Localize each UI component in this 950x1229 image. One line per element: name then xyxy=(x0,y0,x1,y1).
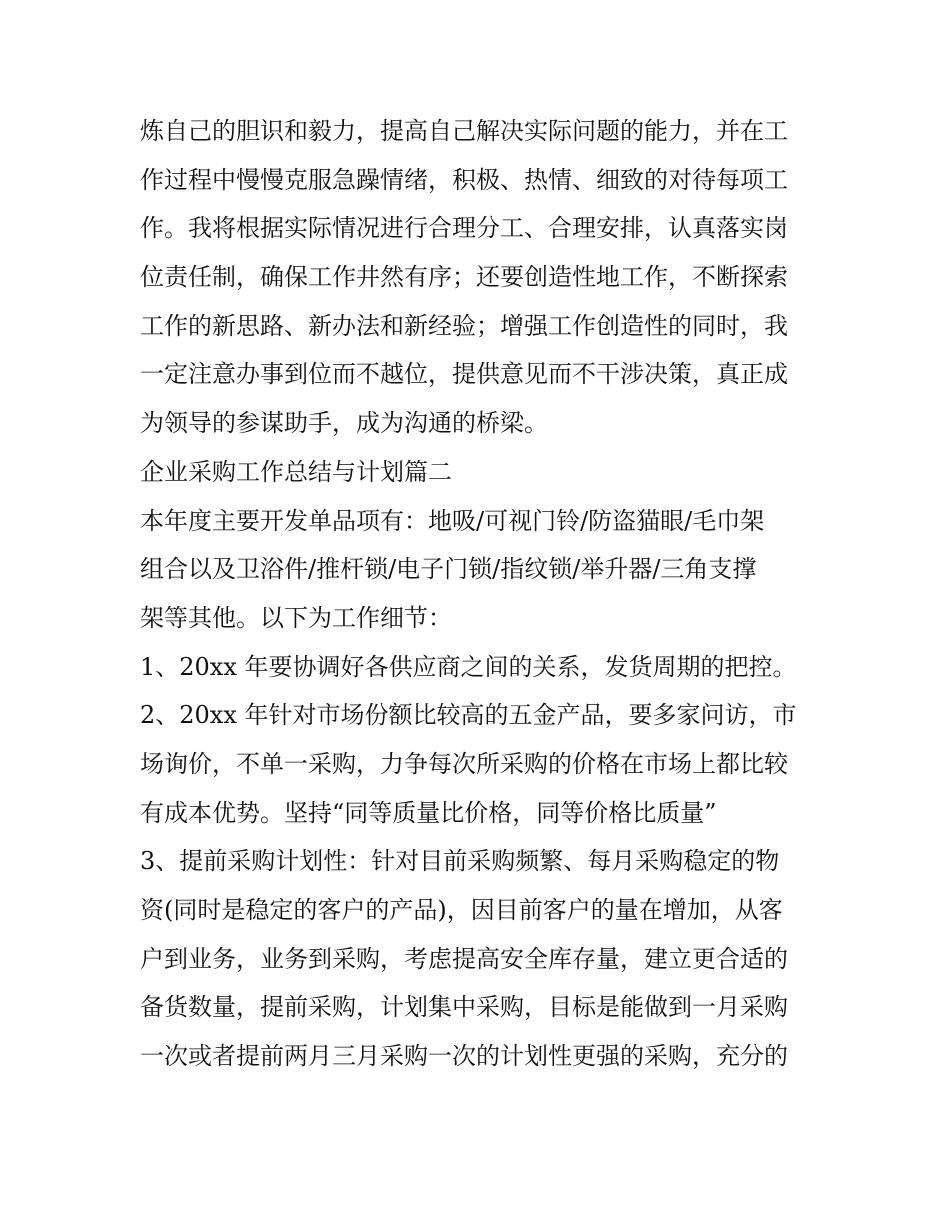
text-line: 场询价，不单一采购，力争每次所采购的价格在市场上都比较 xyxy=(140,749,788,778)
text-line: 户到业务，业务到采购，考虑提高安全库存量，建立更合适的 xyxy=(140,944,788,973)
list-item-2: 2、20xx 年针对市场份额比较高的五金产品，要多家问访，市 xyxy=(140,701,797,730)
list-item-3: 3、提前采购计划性：针对目前采购频繁、每月采购稳定的物 xyxy=(140,847,780,876)
text-line: 备货数量，提前采购，计划集中采购，目标是能做到一月采购 xyxy=(140,993,788,1022)
text-line: 位责任制，确保工作井然有序；还要创造性地工作，不断探索 xyxy=(140,263,788,292)
text-line: 架等其他。以下为工作细节： xyxy=(140,603,452,632)
list-item-1: 1、20xx 年要协调好各供应商之间的关系，发货周期的把控。 xyxy=(140,652,797,681)
text-line: 本年度主要开发单品项有：地吸/可视门铃/防盗猫眼/毛巾架 xyxy=(140,506,765,535)
text-line: 为领导的参谋助手，成为沟通的桥梁。 xyxy=(140,409,548,438)
section-heading: 企业采购工作总结与计划篇二 xyxy=(140,457,452,486)
text-line: 有成本优势。坚持“同等质量比价格，同等价格比质量” xyxy=(140,798,717,827)
text-line: 炼自己的胆识和毅力，提高自己解决实际问题的能力，并在工 xyxy=(140,117,788,145)
text-line: 作。我将根据实际情况进行合理分工、合理安排，认真落实岗 xyxy=(140,214,788,243)
text-line: 资(同时是稳定的客户的产品)，因目前客户的量在增加，从客 xyxy=(140,896,783,924)
text-line: 组合以及卫浴件/推杆锁/电子门锁/指纹锁/举升器/三角支撑 xyxy=(140,555,757,584)
text-line: 一定注意办事到位而不越位，提供意见而不干涉决策，真正成 xyxy=(140,360,788,389)
document-body xyxy=(140,107,820,1081)
text-line: 一次或者提前两月三月采购一次的计划性更强的采购，充分的 xyxy=(140,1042,788,1071)
text-line: 工作的新思路、新办法和新经验；增强工作创造性的同时，我 xyxy=(140,311,788,340)
text-line: 作过程中慢慢克服急躁情绪，积极、热情、细致的对待每项工 xyxy=(140,165,788,194)
